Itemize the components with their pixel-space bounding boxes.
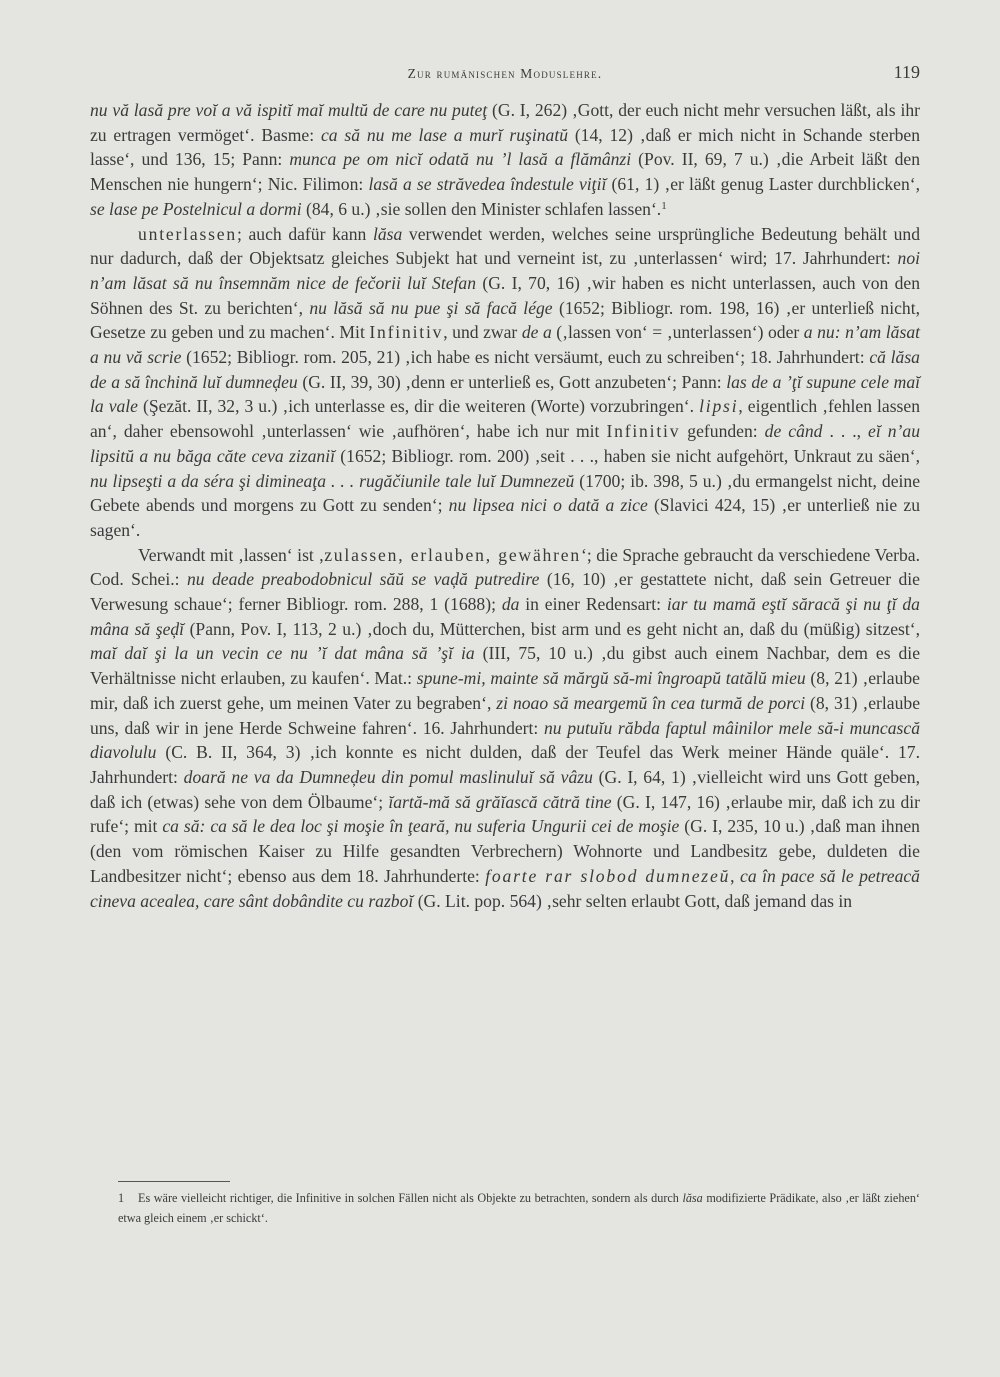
text-run: , und zwar (443, 322, 522, 343)
footnote-marker: 1 (118, 1191, 125, 1205)
text-run: (G. I, 147, 16) ‚erlaube mir, daß ich zu dir rufe‘; mit (90, 791, 920, 837)
romanian-quotation: nu lăsă să nu pue şi să facă lége (309, 297, 553, 318)
running-head (90, 62, 920, 86)
text-run: (G. I, 70, 16) ‚wir haben es nicht unterlassen, auch von den Söhnen des St. zu berichten‘, (90, 272, 920, 318)
spaced-keyword: zulassen, erlauben, gewähren (324, 544, 582, 565)
romanian-quotation: las de a ’ţĭ supune cele maĭ la vale (90, 371, 920, 417)
romanian-quotation: nu vă lasă pre voĭ a vă ispitĭ maĭ multŭ de care nu puteţ (90, 100, 488, 120)
text-run: in einer Redensart: (519, 594, 667, 615)
text-run: ‘; die Sprache gebraucht da verschiedene Verba. Cod. Schei.: (90, 544, 921, 590)
romanian-quotation: lăsa (682, 1191, 703, 1205)
running-title: Zur rumänischen Moduslehre. (407, 66, 603, 81)
romanian-quotation: se lase pe Postelnicul a dormi (90, 198, 302, 219)
text-run: (Pann, Pov. I, 113, 2 u.) ‚doch du, Mütterchen, bist arm und es geht nicht an, daß du (müßig) sitzest‘, (184, 618, 920, 639)
romanian-quotation: noi n’am lăsat să nu însemnăm nice de fečorii luĭ Stefan (90, 248, 920, 293)
romanian-quotation: eĭ n’au lipsitŭ a nu băga căte ceva zizaniĭ (90, 421, 920, 466)
romanian-quotation: că lăsa de a să închină luĭ dumneḑeu (90, 347, 920, 392)
text-run: (61, 1) ‚er läßt genug Laster durchblicken‘, (606, 174, 920, 195)
text-run: (G. II, 39, 30) ‚denn er unterließ es, Gott anzubeten‘; Pann: (297, 371, 727, 392)
romanian-quotation: zi noao să meargemŭ în cea turmă de porci (496, 692, 806, 713)
text-run: (16, 10) ‚er gestattete nicht, daß sein Getreuer die Verwesung schaue‘; ferner Bibliogr. rom. 288, 1 (1688); (90, 569, 920, 615)
text-run: Es wäre vielleicht richtiger, die Infinitive in solchen Fällen nicht als Objekte zu betrachten, sondern als durch (138, 1191, 683, 1205)
text-run: (G. I, 64, 1) ‚vielleicht wird uns Gott geben, daß ich (etwas) sehe von dem Ölbaume‘; (90, 766, 920, 812)
text-run: (1700; ib. 398, 5 u.) ‚du ermangelst nicht, deine Gebete abends und morgens zu Gott zu senden‘; (90, 470, 920, 516)
romanian-quotation: da (501, 594, 520, 615)
text-run: (14, 12) ‚daß er mich nicht in Schande sterben lasse‘, und 136, 15; Pann: (90, 124, 920, 170)
romanian-quotation: iar tu mamă eştĭ săracă şi nu ţĭ da mâna să şeḑĭ (90, 594, 920, 639)
text-run: (8, 31) ‚erlaube uns, daß wir in jene Herde Schweine fahren‘. 16. Jahrhundert: (90, 692, 920, 738)
paragraph (90, 543, 920, 914)
romanian-quotation: nu lipseşti a da séra şi dimineaţa . . . rugăčiunile tale luĭ Dumnezeŭ (90, 470, 575, 491)
text-run: (1652; Bibliogr. rom. 198, 16) ‚er unterließ nicht, Gesetze zu geben und zu machen‘. Mit (90, 297, 920, 343)
spaced-keyword: unterlassen (138, 223, 237, 244)
footnote-reference: 1 (661, 199, 667, 212)
romanian-quotation: nu deade preabodobnicul săŭ se vaḑă putredire (186, 569, 540, 590)
text-run: Verwandt mit ‚lassen‘ ist ‚ (138, 544, 325, 565)
text-run: (1652; Bibliogr. rom. 200) ‚seit . . ., haben sie nicht aufgehört, Unkraut zu säen‘, (334, 445, 920, 466)
footnote-text (118, 1191, 920, 1225)
text-run: , (730, 865, 741, 886)
romanian-quotation: ca în pace să le petreacă cineva acealea, care sânt dobândite cu razboĭ (90, 865, 920, 911)
text-run: , eigentlich ‚fehlen lassen an‘, daher ebensowohl ‚unterlassen‘ wie ‚aufhören‘, habe ich nur mit (90, 396, 920, 442)
body-text (90, 98, 920, 913)
paragraph (90, 222, 920, 543)
romanian-quotation: doară ne va da Dumneḑeu din pomul maslinuluĭ să vâzu (183, 766, 593, 787)
romanian-quotation: de a (521, 322, 552, 343)
text-run: (8, 21) ‚erlaube mir, daß ich zuerst gehe, um meinen Vater zu begraben‘, (90, 668, 920, 713)
romanian-quotation: nu lipsea nici o dată a zice (448, 495, 648, 516)
romanian-quotation: ca să nu me lase a murĭ ruşinatŭ (320, 124, 569, 145)
text-run: gefunden: (680, 421, 765, 442)
text-run: ; auch dafür kann (236, 223, 373, 244)
text-run: (G. I, 235, 10 u.) ‚daß man ihnen (den vom römischen Kaiser zu Hilfe gesandten Verbrechern) Wohnorte und Landbesitz gebe, duldeten die Landbesitzer nicht‘; ebenso aus dem 18. Jahrhunderte: (90, 816, 920, 886)
footnote-rule (118, 1181, 230, 1182)
romanian-quotation: munca pe om nicĭ odată nu ’l lasă a flămânzi (289, 149, 632, 170)
text-run: modifizierte Prädikate, also ‚er läßt ziehen‘ etwa gleich einem ‚er schickt‘. (118, 1191, 920, 1225)
romanian-quotation: maĭ daĭ şi la un vecin ce nu ’ĭ dat mâna să ’şĭ ia (90, 643, 475, 664)
text-run: (C. B. II, 364, 3) ‚ich konnte es nicht dulden, daß der Teufel das Werk meiner Hände quäle‘. 17. Jahrhundert: (90, 742, 920, 787)
spaced-keyword: Infinitiv (606, 421, 681, 442)
text-run: (Pov. II, 69, 7 u.) ‚die Arbeit läßt den Menschen nie hungern‘; Nic. Filimon: (90, 149, 920, 195)
page-number: 119 (893, 62, 920, 82)
text-run: (Slavici 424, 15) ‚er unterließ nie zu sagen‘. (90, 495, 920, 540)
romanian-quotation: ca să: ca să le dea loc şi moşie în ţeară, nu suferia Ungurii cei de moşie (162, 816, 680, 837)
romanian-quotation: lasă a se străvedea îndestule viţiĭ (368, 174, 607, 195)
text-run: verwendet werden, welches seine ursprüngliche Bedeutung behält und nur dadurch, daß der Objektsatz gleiches Subjekt hat und verneint ist, zu ‚unterlassen‘ wird; 17. Jahrhundert: (90, 223, 920, 269)
romanian-quotation: spune-mi, mainte să mărgŭ să-mi îngroapŭ tatălŭ mieu (416, 668, 806, 689)
text-run: (III, 75, 10 u.) ‚du gibst auch einem Nachbar, dem es die Verhältnisse nicht erlauben, zu kaufen‘. Mat.: (90, 643, 921, 689)
romanian-quotation: de când (764, 421, 823, 442)
romanian-quotation: a nu: n’am lăsat a nu vă scrie (90, 322, 921, 368)
paragraph (90, 98, 920, 222)
text-run: (1652; Bibliogr. rom. 205, 21) ‚ich habe es nicht versäumt, euch zu schreiben‘; 18. Jahrhundert: (181, 347, 870, 368)
text-run: (‚lassen von‘ = ‚unterlassen‘) oder (551, 322, 804, 343)
romanian-quotation: ĭartă-mă să grăĭască cătră tine (388, 791, 612, 812)
romanian-quotation: lipsi (699, 396, 739, 417)
text-run: . . ., (822, 421, 869, 442)
text-run: (G. I, 262) ‚Gott, der euch nicht mehr versuchen läßt, als ihr zu ertragen vermöget‘. Basme: (90, 100, 920, 145)
romanian-quotation: nu putuĭu răbda faptul mâinilor mele să-i muncască diavolulu (90, 717, 920, 763)
spaced-keyword: Infinitiv (369, 322, 444, 343)
footnote (118, 1188, 920, 1228)
text-run: (84, 6 u.) ‚sie sollen den Minister schlafen lassen‘. (301, 198, 662, 219)
text-run: (G. Lit. pop. 564) ‚sehr selten erlaubt Gott, daß jemand das in (413, 890, 853, 911)
romanian-quotation: foarte rar slobod dumnezeŭ (485, 865, 731, 886)
romanian-quotation: lăsa (372, 223, 403, 244)
text-run: (Şezăt. II, 32, 3 u.) ‚ich unterlasse es, dir die weiteren (Worte) vorzubringen‘. (138, 396, 700, 417)
